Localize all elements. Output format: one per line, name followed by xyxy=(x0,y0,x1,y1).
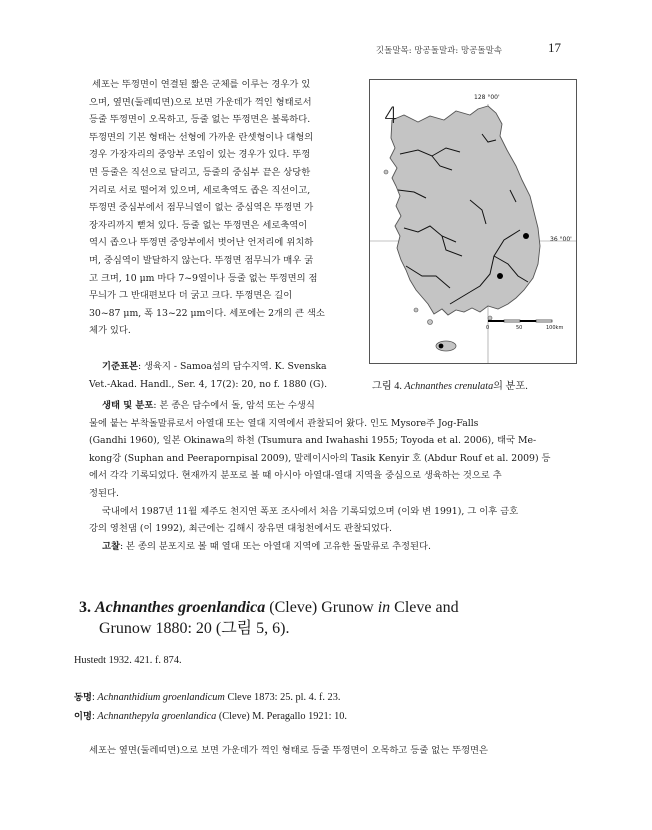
korea-line: 강의 영천댐 (이 1992), 최근에는 김해시 장유면 대청천에서도 관찰되었다. xyxy=(89,523,392,535)
synonym-label: 동명 xyxy=(74,692,92,703)
type-specimen-text: Vet.-Akad. Handl., Ser. 4, 17(2): 20, no f. 1880 (G). xyxy=(89,378,328,390)
small-island xyxy=(488,316,492,320)
intro-line: 30~87 μm, 폭 13~22 μm이다. 세포에는 2개의 큰 색소 xyxy=(89,307,325,319)
alt-name-taxon: Achnanthepyla groenlandica xyxy=(97,711,217,722)
intro-line: 장자리까지 뻗쳐 있다. 등줄 없는 뚜껑면은 세로축역이 xyxy=(89,219,308,231)
figure-caption xyxy=(372,377,528,392)
species-number: 3. xyxy=(79,599,91,616)
final-line: 세포는 옆면(둘레띠면)으로 보면 가운데가 꺽인 형태로 등줄 뚜껑면이 오목하고 등줄 없는 뚜껑면은 xyxy=(89,745,488,756)
species-authority: (Cleve) Grunow xyxy=(265,599,378,616)
longitude-label: 128 °00' xyxy=(474,94,500,101)
intro-line: 세포는 뚜껑면이 연결된 짧은 군체를 이루는 경우가 있 xyxy=(92,79,311,90)
scale-label: 0 xyxy=(486,325,490,331)
ecology-line: kong강 (Suphan and Peerapornpisal 2009), 말레이시아의 Tasik Kenyir 호 (Abdur Rouf et al. 2009) 등 xyxy=(89,452,551,464)
intro-line: 으며, 옆면(둘레띠면)으로 보면 가운데가 꺽인 형태로서 xyxy=(89,96,312,108)
species-citation: Grunow 1880: 20 (그림 5, 6). xyxy=(99,620,290,637)
occurrence-point xyxy=(439,344,444,349)
ecology-text: : 본 종은 담수에서 돌, 암석 또는 수생식 xyxy=(153,400,315,411)
species-name: Achnanthes groenlandica xyxy=(95,599,266,616)
distribution-map-figure xyxy=(369,79,577,364)
occurrence-point xyxy=(497,273,503,279)
intro-line: 경우 가장자리의 중앙부 조임이 있는 경우가 있다. 뚜껑 xyxy=(89,149,311,161)
scale-label: 50 xyxy=(516,325,523,331)
page-number: 17 xyxy=(548,40,561,55)
intro-paragraph xyxy=(89,76,359,340)
species-in-word: in xyxy=(377,599,391,616)
synonym-rest: Cleve 1873: 25. pl. 4. f. 23. xyxy=(224,692,341,703)
ecology-label: 생태 및 분포 xyxy=(102,400,154,411)
ecology-line: (Gandhi 1960), 일본 Okinawa의 하천 (Tsumura and Iwahashi 1955; Toyoda et al. 2006), 태국 Me- xyxy=(89,435,537,447)
korea-landmass xyxy=(390,106,540,315)
intro-line: 등줄 뚜껑면이 오목하고, 등줄 없는 뚜껑면은 볼록하다. xyxy=(89,114,311,126)
synonym-line: 동명: Achnanthidium groenlandicum Cleve 1873: 25. pl. 4. f. 23. xyxy=(74,692,341,703)
alt-name-line: 이명: Achnanthepyla groenlandica (Cleve) M. Peragallo 1921: 10. xyxy=(74,711,347,722)
occurrence-point xyxy=(523,233,529,239)
alt-name-label: 이명 xyxy=(74,711,92,722)
korea-map xyxy=(370,80,576,363)
intro-line: 뚜껑면의 기본 형태는 선형에 가까운 란셋형이나 대형의 xyxy=(89,131,314,143)
alt-name-rest: (Cleve) M. Peragallo 1921: 10. xyxy=(216,711,347,722)
type-specimen-label: 기준표본 xyxy=(102,361,138,372)
intro-line: 며, 중심역이 발달하지 않는다. 뚜껑면 점무늬가 매우 굵 xyxy=(89,254,314,266)
scale-label: 100km xyxy=(546,325,564,331)
scale-bar xyxy=(488,320,552,322)
intro-line: 역시 좁으나 뚜껑면 중앙부에서 벗어난 언저리에 위치하 xyxy=(89,237,314,249)
map-number: 4 xyxy=(384,104,398,129)
small-island xyxy=(428,320,433,325)
synonym-taxon: Achnanthidium groenlandicum xyxy=(97,692,225,703)
species-heading xyxy=(79,597,459,639)
caption-taxon: Achnanthes crenulata xyxy=(404,381,494,392)
hustedt-citation: Hustedt 1932. 421. f. 874. xyxy=(74,655,182,666)
ecology-line: 물에 붙는 부착돌말류로서 아열대 또는 열대 지역에서 관찰되어 왔다. 인도 Mysore주 Jog-Falls xyxy=(89,417,479,429)
intro-line: 거리로 서로 떨어져 있으며, 세로축역도 좁은 직선이고, xyxy=(89,184,311,196)
remark-text: : 본 종의 분포지로 볼 때 열대 또는 아열대 지역에 고유한 돌말류로 추정된다. xyxy=(119,540,431,552)
latitude-label: 36 °00' xyxy=(550,236,572,243)
intro-line: 고 크며, 10 μm 마다 7~9열이나 등줄 없는 뚜껑면의 점 xyxy=(89,272,318,284)
ecology-line: 에서 각각 기록되었다. 현재까지 분포로 볼 때 아시아 아열대-열대 지역을 중심으로 생육하는 것으로 추 xyxy=(89,470,502,482)
intro-line: 체가 있다. xyxy=(89,325,131,337)
ecology-line: 정된다. xyxy=(89,487,119,499)
intro-line: 뚜껑면 중심부에서 점무늬열이 없는 중심역은 뚜껑면 가 xyxy=(89,202,314,214)
small-island xyxy=(384,170,388,174)
caption-prefix: 그림 4. xyxy=(372,381,405,392)
type-specimen xyxy=(89,358,359,393)
ecology-paragraph xyxy=(89,397,579,555)
intro-line: 무늬가 그 반대편보다 더 굵고 크다. 뚜껑면은 길이 xyxy=(89,290,293,302)
remark-label: 고찰 xyxy=(102,540,120,552)
running-header: 깃돌말목: 망공돌말과: 망공돌말속 xyxy=(375,46,502,56)
caption-suffix: 의 분포. xyxy=(493,381,528,392)
species-authority-b: Cleve and xyxy=(390,599,459,616)
type-specimen-text: : 생육지 - Samoa섬의 담수지역. K. Svenska xyxy=(137,361,327,372)
korea-line: 국내에서 1987년 11월 제주도 천지연 폭포 조사에서 처음 기록되었으며 (이와 변 1991), 그 이후 금호 xyxy=(102,505,519,517)
intro-line: 면 등줄은 직선으로 달리고, 등줄의 중심부 끝은 상당한 xyxy=(89,166,311,178)
small-island xyxy=(414,308,418,312)
